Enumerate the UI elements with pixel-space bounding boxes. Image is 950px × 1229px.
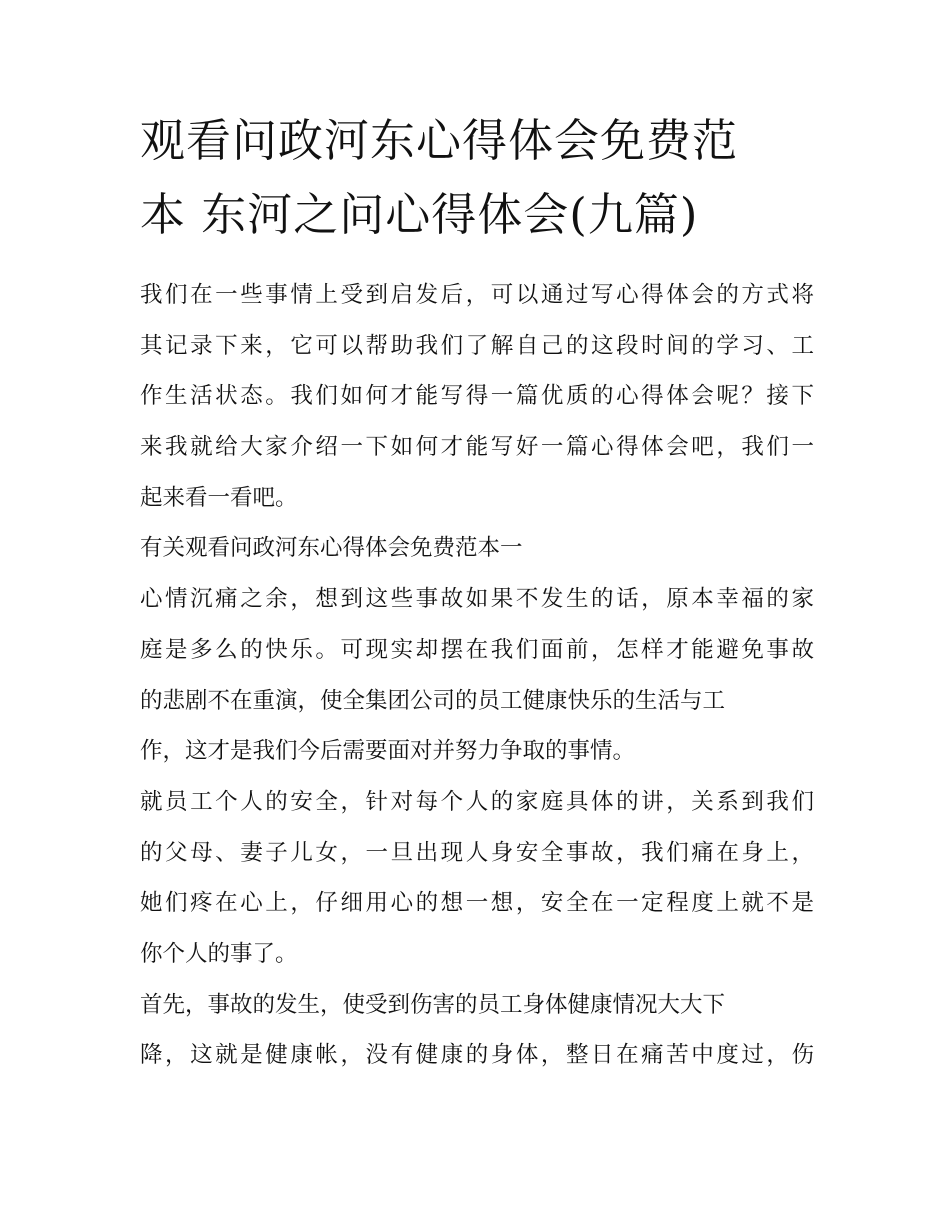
document-page bbox=[140, 112, 814, 1081]
document-title bbox=[140, 112, 814, 244]
section-heading: 有关观看问政河东心得体会免费范本一 bbox=[140, 535, 523, 562]
text-line: 降，这就是健康帐，没有健康的身体，整日在痛苦中度过，伤 bbox=[140, 1042, 814, 1069]
text-line: 的父母、妻子儿女，一旦出现人身安全事故，我们痛在身上， bbox=[140, 839, 814, 866]
text-line: 庭是多么的快乐。可现实却摆在我们面前，怎样才能避免事故 bbox=[140, 636, 814, 663]
text-line: 来我就给大家介绍一下如何才能写好一篇心得体会吧，我们一 bbox=[140, 434, 814, 461]
text-line: 其记录下来，它可以帮助我们了解自己的这段时间的学习、工 bbox=[140, 332, 814, 359]
text-line: 她们疼在心上，仔细用心的想一想，安全在一定程度上就不是 bbox=[140, 890, 814, 917]
text-line: 的悲剧不在重演，使全集团公司的员工健康快乐的生活与工 bbox=[140, 687, 726, 714]
text-line: 就员工个人的安全，针对每个人的家庭具体的讲，关系到我们 bbox=[140, 788, 814, 815]
text-line: 你个人的事了。 bbox=[140, 940, 298, 967]
text-line: 作生活状态。我们如何才能写得一篇优质的心得体会呢？接下 bbox=[140, 383, 814, 410]
title-line-2: 本 东河之问心得体会(九篇) bbox=[140, 188, 699, 241]
title-line-1: 观看问政河东心得体会免费范 bbox=[140, 114, 739, 167]
document-body bbox=[140, 270, 814, 1081]
text-line: 起来看一看吧。 bbox=[140, 484, 298, 511]
text-line: 我们在一些事情上受到启发后，可以通过写心得体会的方式将 bbox=[140, 282, 814, 308]
text-line: 首先，事故的发生，使受到伤害的员工身体健康情况大大下 bbox=[140, 991, 726, 1018]
text-line: 作，这才是我们今后需要面对并努力争取的事情。 bbox=[140, 738, 636, 765]
text-line: 心情沉痛之余，想到这些事故如果不发生的话，原本幸福的家 bbox=[140, 586, 814, 613]
